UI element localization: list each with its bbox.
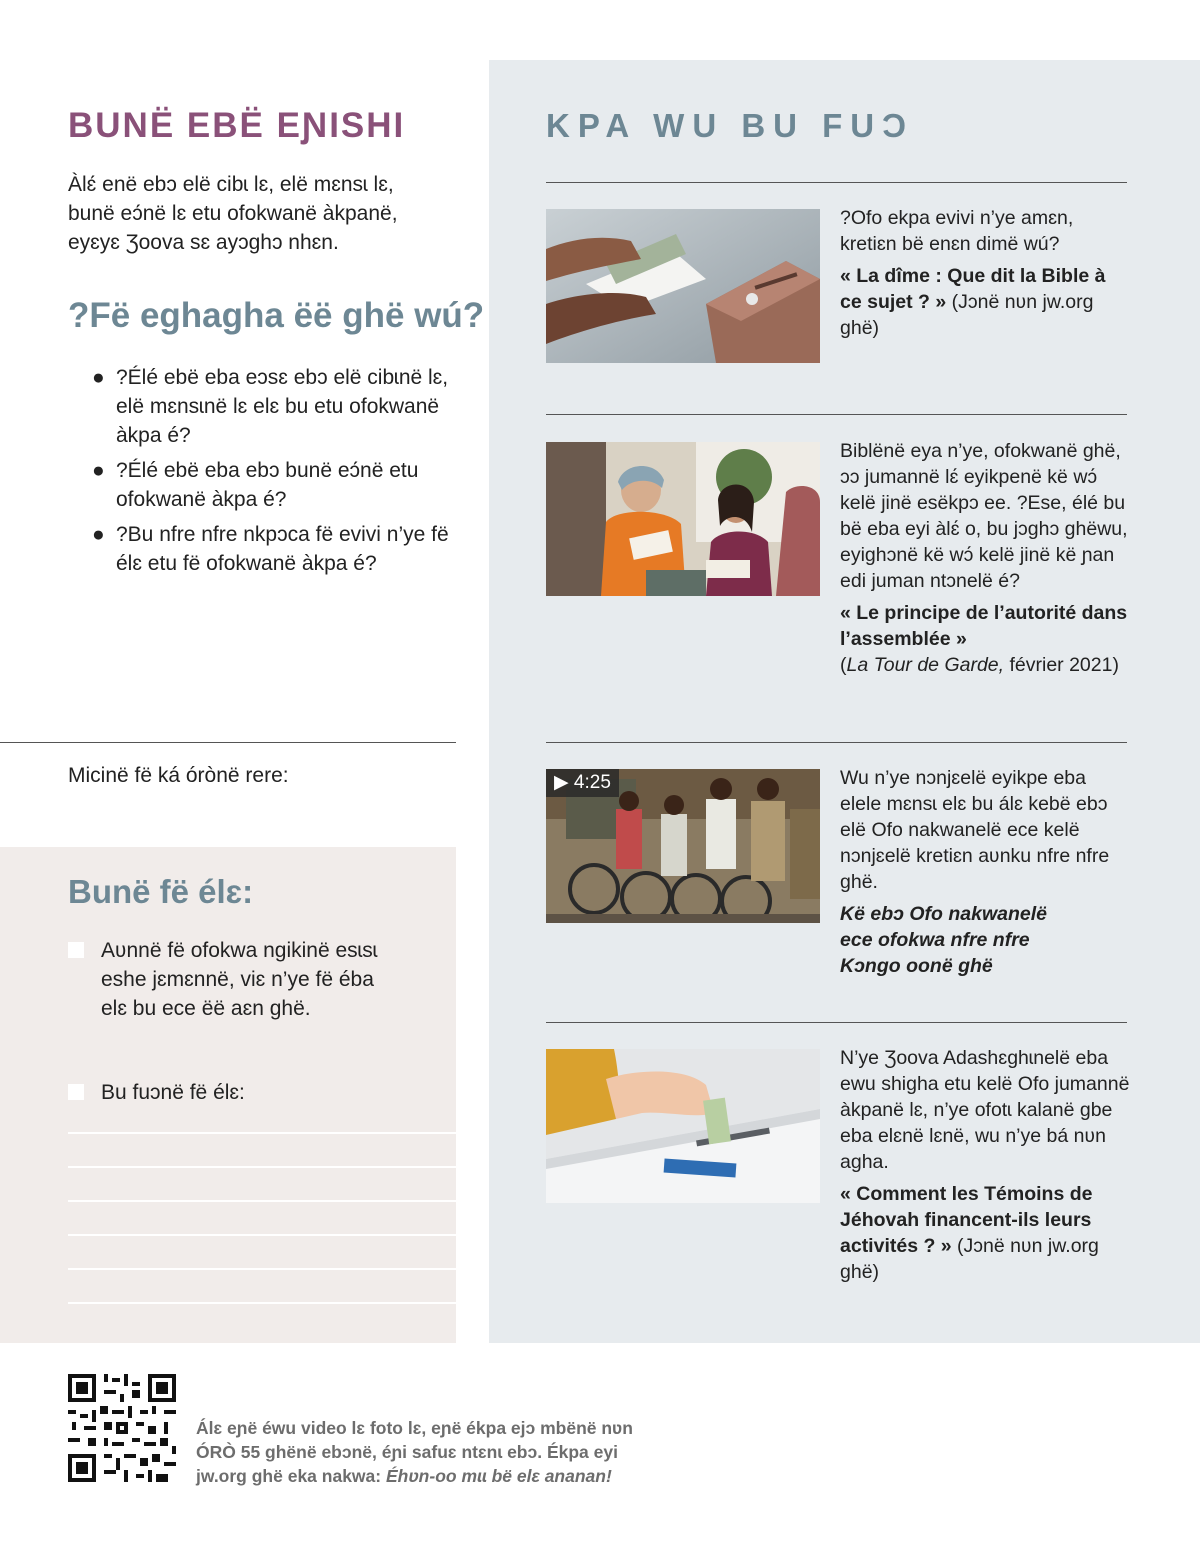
bullet-icon: ● <box>92 523 105 546</box>
question-item: ● ?Bu nfre nfre nkpɔca fë evivi n’ye fë élɛ etu fë ofokwanë àkpa é? <box>92 520 462 578</box>
qr-code-graphic <box>68 1374 176 1482</box>
resource-4 <box>840 1045 1130 1285</box>
video-duration-badge: ▶ 4:25 <box>546 769 619 797</box>
resource-note: (Jɔnë nʋn jw.org ghë) <box>840 1235 1099 1283</box>
next-visit-label: Micinë fë ká órònë rere: <box>68 764 289 787</box>
resource-3 <box>840 765 1130 979</box>
resource-1 <box>840 205 1130 341</box>
bible-study-photo <box>546 442 820 596</box>
learn-more-title: KPA WU BU FUƆ <box>546 107 914 144</box>
footer-tagline: Éhʋn-oo mɩɩ bë elɛ ananan! <box>385 1466 612 1486</box>
checkbox[interactable] <box>68 942 84 958</box>
divider <box>546 182 1127 183</box>
resource-image-donation[interactable] <box>546 209 820 363</box>
divider <box>0 742 456 743</box>
donation-illustration <box>546 209 820 363</box>
resource-image-bible-study[interactable] <box>546 442 820 596</box>
bullet-icon: ● <box>92 459 105 482</box>
resource-source: (La Tour de Garde, février 2021) <box>840 654 1119 676</box>
divider <box>546 414 1127 415</box>
divider <box>546 742 1127 743</box>
goals-title: Bunë fë élɛ: <box>68 873 254 910</box>
summary-title: BUNË EBË EƝISHI <box>68 106 406 145</box>
resource-title-link[interactable]: « La dîme : Que dit la Bible à ce sujet ? » <box>840 265 1106 313</box>
divider <box>546 1022 1127 1023</box>
resource-2 <box>840 438 1130 678</box>
question-item: ● ?Élé ebë eba eɔsɛ ebɔ elë cibɩnë lɛ, elë mɛnsɩnë lɛ elɛ bu etu ofokwanë àkpa é? <box>92 363 462 450</box>
goal-item: Bu fuɔnë fë élɛ: <box>68 1078 398 1107</box>
qr-code-icon[interactable] <box>68 1374 176 1482</box>
resource-title-link[interactable]: « Le principe de l’autorité dans l’assemblée » <box>840 602 1128 650</box>
resource-question: Biblënë eya n’ye, ofokwanë ghë, ɔɔ jumannë lɛ́ eyikpenë kë wɔ́ kelë jinë esëkpɔ ee. ?Ese, élé bu bë eba eyi àlɛ́ o, bu jɔghɔ ghëwu, eyighɔnë kë wɔ́ kelë jinë kë ɲan edi juman ntɔnelë é? <box>840 440 1128 592</box>
resource-video-bicycles[interactable] <box>546 769 820 923</box>
checkbox[interactable] <box>68 1084 84 1100</box>
questions-title: ?Fë eghagha ëë ghë wú? <box>68 296 485 335</box>
footer-text: Álɛ eɲë éwu video lɛ foto lɛ, eɲë ékpa ejɔ mbënë nʋn ÓRÒ 55 ghënë ebɔnë, éɲi safuɛ ntɛnɩ ebɔ. Ékpa eyi jw.org ghë eka nakwa: Éhʋn-oo mɩɩ bë elɛ ananan! <box>196 1418 633 1486</box>
write-line[interactable] <box>68 1268 456 1270</box>
bullet-icon: ● <box>92 366 105 389</box>
resource-note: (Jɔnë nʋn jw.org ghë) <box>840 291 1094 339</box>
resource-question: N’ye Ʒoova Adashɛghɩnelë eba ewu shigha etu kelë Ofo jumannë àkpanë lɛ, n’ye ofotɩ kalanë gbe eba elɛnë lɛnë, wu n’ye bá nʋn agha. <box>840 1047 1130 1173</box>
write-line[interactable] <box>68 1200 456 1202</box>
resource-question: Wu n’ye nɔnjɛelë eyikpe eba elele mɛnsɩ elɛ bu álɛ kebë ebɔ elë Ofo nakwanelë ece kelë nɔnjɛelë kretiɛn aʋnku nfre nfre ghë. <box>840 767 1110 893</box>
resource-title-link[interactable]: Kë ebɔ Ofo nakwanelë ece ofokwa nfre nfre Kɔngo oonë ghë <box>840 903 1047 977</box>
resource-question: ?Ofo ekpa evivi n’ye amɛn, kretiɛn bë enɛn dimë wú? <box>840 207 1074 255</box>
write-line[interactable] <box>68 1166 456 1168</box>
questions-list <box>92 363 462 584</box>
resource-title-link[interactable]: « Comment les Témoins de Jéhovah financent-ils leurs activités ? » <box>840 1183 1093 1257</box>
write-line[interactable] <box>68 1234 456 1236</box>
goal-item: Aʋnnë fë ofokwa ngikinë esɩsɩ eshe jɛmɛnnë, viɛ n’ye fë éba elɛ bu ece ëë aɛn ghë. <box>68 936 398 1023</box>
summary-text: Àlɛ́ enë ebɔ elë cibɩ lɛ, elë mɛnsɩ lɛ, bunë eɔ́në lɛ etu ofokwanë àkpanë, eyɛyɛ Ʒoova sɛ ayɔghɔ nhɛn. <box>68 173 398 254</box>
resource-image-money-slot[interactable] <box>546 1049 820 1203</box>
write-line[interactable] <box>68 1132 456 1134</box>
write-line[interactable] <box>68 1302 456 1304</box>
play-icon: ▶ <box>554 772 569 793</box>
money-slot-photo <box>546 1049 820 1203</box>
question-item: ● ?Élé ebë eba ebɔ bunë eɔ́në etu ofokwanë àkpa é? <box>92 456 462 514</box>
